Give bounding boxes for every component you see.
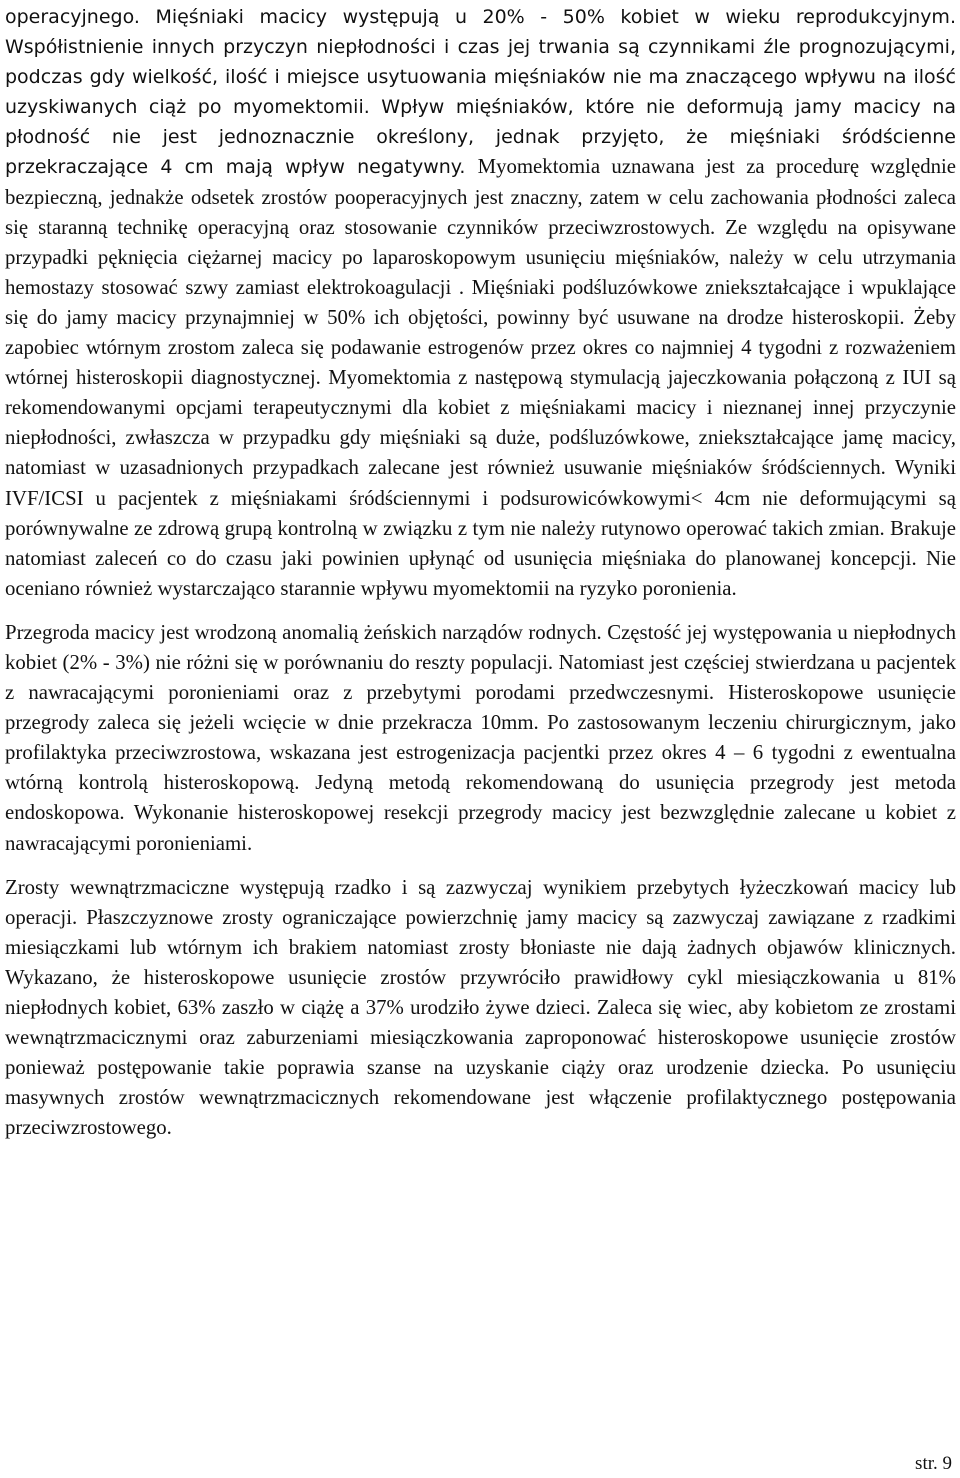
paragraph-myomas bbox=[5, 2, 956, 604]
paragraph-adhesions bbox=[5, 873, 956, 1144]
text-segment: Przegroda macicy jest wrodzoną anomalią żeńskich narządów rodnych. Częstość jej występowania u niepłodnych kobiet (2% - 3%) nie różni się w porównaniu do reszty populacji. Natomiast jest częściej stwierdzana u pacjentek z nawracającymi poronieniami oraz z przebytymi porodami przedwczesnymi. Histeroskopowe usunięcie przegrody zaleca się jeżeli wcięcie w dnie przekracza 10mm. Po zastosowanym leczeniu chirurgicznym, jako profilaktyka przeciwzrostowa, wskazana jest estrogenizacja pacjentki przez okres 4 – 6 tygodni z ewentualna wtórną kontrolą histeroskopową. Jedyną metodą rekomendowaną do usunięcia przegrody jest metoda endoskopowa. Wykonanie histeroskopowej resekcji przegrody macicy jest bezwzględnie zalecane u kobiet z nawracającymi poronieniami. bbox=[5, 620, 956, 855]
text-segment: operacyjnego. Mięśniaki macicy występują u 20% - 50% kobiet w wieku reprodukcyjnym. Współistnienie innych przyczyn niepłodności i czas jej trwania są czynnikami źle prognozującymi, podczas gdy wielkość, ilość i miejsce usytuowania mięśniaków nie ma znaczącego wpływu na ilość uzyskiwanych ciąż po myomektomii. Wpływ mięśniaków, które nie deformują jamy macicy na płodność nie jest jednoznacznie określony, jednak przyjęto, że mięśniaki śródścienne przekraczające 4 cm mają wpływ negatywny. bbox=[5, 6, 956, 179]
text-segment: Zrosty wewnątrzmaciczne występują rzadko i są zazwyczaj wynikiem przebytych łyżeczkowań macicy lub operacji. Płaszczyznowe zrosty ograniczające powierzchnię jamy macicy są zazwyczaj zawiązane z rzadkimi miesiączkami lub wtórnym ich brakiem natomiast zrosty błoniaste nie dają żadnych objawów klinicznych. Wykazano, że histeroskopowe usunięcie zrostów przywróciło prawidłowy cykl miesiączkowania u 81% niepłodnych kobiet, 63% zaszło w ciążę a 37% urodziło żywe dzieci. Zaleca się wiec, aby kobietom ze zrostami wewnątrzmacicznymi oraz zaburzeniami miesiączkowania zaproponować histeroskopowe usunięcie zrostów ponieważ postępowanie takie poprawia szanse na uzyskanie ciąży oraz urodzenie dziecka. Po usunięciu masywnych zrostów wewnątrzmacicznych rekomendowane jest włączenie profilaktycznego postępowania przeciwzrostowego. bbox=[5, 875, 956, 1140]
paragraph-uterine-septum bbox=[5, 618, 956, 859]
text-segment: Myomektomia uznawana jest za procedurę względnie bezpieczną, jednakże odsetek zrostów pooperacyjnych jest znaczny, zatem w celu zachowania płodności zaleca się staranną technikę operacyjną oraz stosowanie czynników przeciwzrostowych. Ze względu na opisywane przypadki pęknięcia ciężarnej macicy po laparoskopowym usunięciu mięśniaków, należy w celu utrzymania hemostazy stosować szwy zamiast elektrokoagulacji . Mięśniaki podśluzówkowe zniekształcające i wpuklające się do jamy macicy przynajmniej w 50% ich objętości, powinny być usuwane na drodze histeroskopii. Żeby zapobiec wtórnym zrostom zaleca się podawanie estrogenów przez okres co najmniej 4 tygodni z rozważeniem wtórnej histeroskopii diagnostycznej. Myomektomia z następową stymulacją jajeczkowania połączoną z IUI są rekomendowanymi opcjami terapeutycznymi dla kobiet z mięśniakami macicy i nieznanej innej przyczynie niepłodności, zwłaszcza w przypadku gdy mięśniaki są duże, podśluzówkowe, zniekształcające jamę macicy, natomiast w uzasadnionych przypadkach zalecane jest również usuwanie mięśniaków śródściennych. Wyniki IVF/ICSI u pacjentek z mięśniakami śródściennymi i podsurowicówkowymi< 4cm nie deformującymi są porównywalne ze zdrową grupą kontrolną w związku z tym nie należy rutynowo operować takich zmian. Brakuje natomiast zaleceń co do czasu jaki powinien upłynąć od usunięcia mięśniaka do planowanej koncepcji. Nie oceniano również wystarczająco starannie wpływu myomektomii na ryzyko poronienia. bbox=[5, 155, 956, 600]
page-number: str. 9 bbox=[915, 1453, 952, 1474]
